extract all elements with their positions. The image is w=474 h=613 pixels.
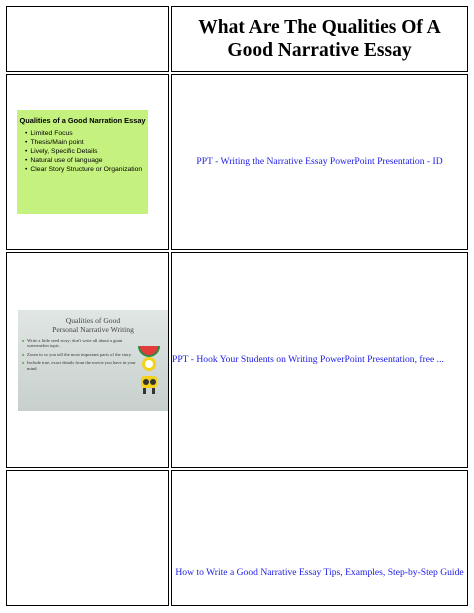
- slide-title: Qualities of a Good Narration Essay: [19, 116, 146, 125]
- slide-bullet-list: [17, 129, 148, 174]
- header-row: [6, 6, 468, 72]
- thumbnail-cell: [6, 252, 169, 468]
- slide-bullet: • Clear Story Structure or Organization: [25, 165, 148, 174]
- slide-bullet: ■ Zoom in so you tell the most important parts of the story.: [22, 352, 138, 358]
- result-link[interactable]: PPT - Hook Your Students on Writing PowerPoint Presentation, free ...: [172, 354, 444, 365]
- slide-thumbnail[interactable]: [18, 310, 168, 411]
- slide-bullet: • Limited Focus: [25, 129, 148, 138]
- link-cell: [171, 470, 468, 606]
- result-link[interactable]: PPT - Writing the Narrative Essay PowerPoint Presentation - ID: [196, 156, 443, 167]
- link-cell: [171, 74, 468, 250]
- slide-title: [18, 316, 168, 334]
- result-row: [6, 74, 468, 250]
- slide-thumbnail[interactable]: [17, 110, 148, 214]
- slide-title-line: Qualities of Good: [65, 315, 121, 325]
- slide-bullet: • Lively, Specific Details: [25, 147, 148, 156]
- slide-bullet: • Natural use of language: [25, 156, 148, 165]
- slide-bullet: • Thesis/Main point: [25, 138, 148, 147]
- result-link[interactable]: How to Write a Good Narrative Essay Tips, Examples, Step-by-Step Guide: [175, 567, 464, 578]
- header-title-cell: [171, 6, 468, 72]
- link-cell: [171, 252, 468, 468]
- page-title: What Are The Qualities Of A Good Narrative Essay: [198, 17, 441, 61]
- slide-bullet: ■ Write a little seed story; don't write all about a giant watermelon topic.: [22, 338, 138, 349]
- header-empty-cell: [6, 6, 169, 72]
- slide-title-line: Personal Narrative Writing: [52, 324, 134, 334]
- slide-bullet: ■ Include true, exact details from the movie you have in your mind.: [22, 360, 138, 371]
- results-table: [4, 4, 470, 608]
- thumbnail-cell: [6, 74, 169, 250]
- thumbnail-cell: [6, 470, 169, 606]
- slide-clipart-icon: [136, 334, 162, 396]
- result-row: [6, 470, 468, 606]
- result-row: [6, 252, 468, 468]
